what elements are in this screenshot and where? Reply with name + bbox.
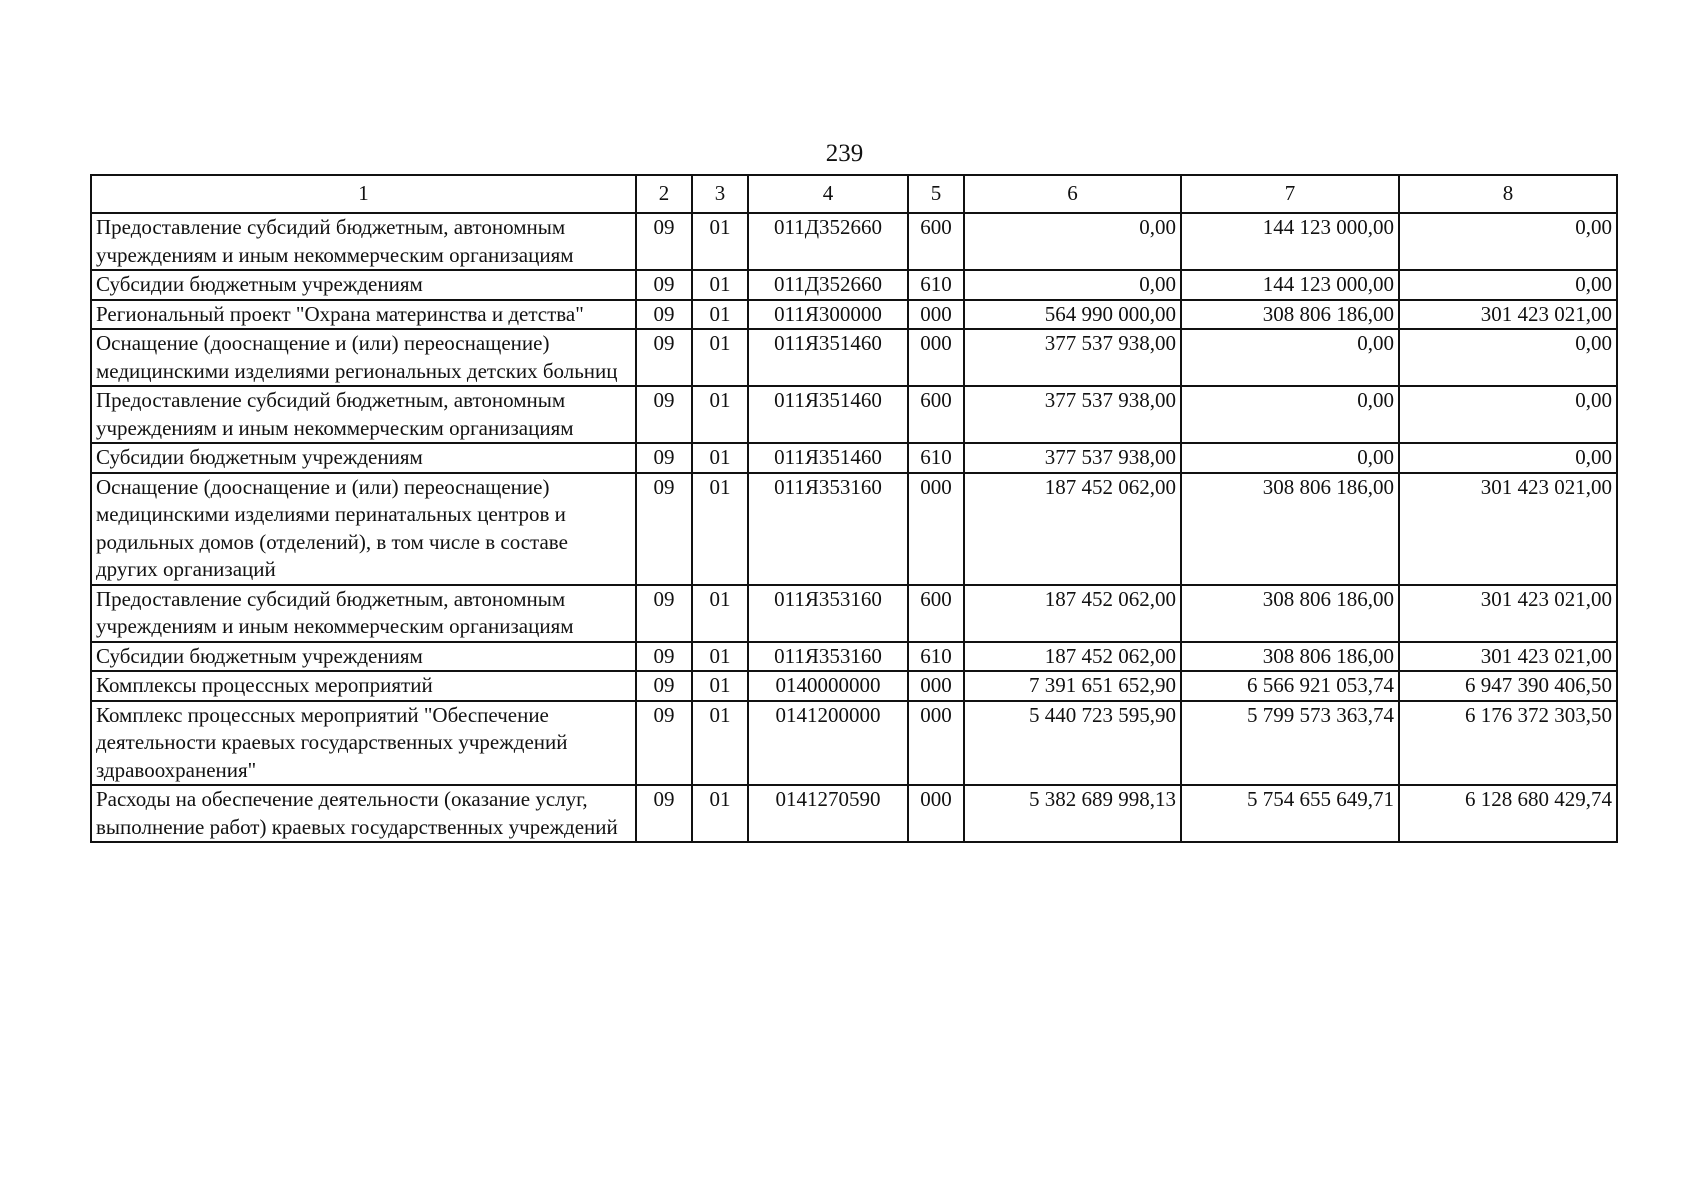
column-header: 3 bbox=[692, 175, 748, 213]
amount-col-6: 377 537 938,00 bbox=[964, 329, 1181, 386]
amount-col-7: 308 806 186,00 bbox=[1181, 585, 1399, 642]
expense-type-code: 000 bbox=[908, 785, 964, 842]
table-row bbox=[91, 585, 1617, 642]
row-name: Комплекс процессных мероприятий "Обеспечение деятельности краевых государственных учреждений здравоохранения" bbox=[91, 701, 636, 786]
row-name: Региональный проект "Охрана материнства и детства" bbox=[91, 300, 636, 330]
amount-col-7: 5 799 573 363,74 bbox=[1181, 701, 1399, 786]
amount-col-8: 6 176 372 303,50 bbox=[1399, 701, 1617, 786]
amount-col-8: 0,00 bbox=[1399, 329, 1617, 386]
amount-col-8: 301 423 021,00 bbox=[1399, 473, 1617, 585]
subsection-code: 01 bbox=[692, 443, 748, 473]
amount-col-8: 0,00 bbox=[1399, 386, 1617, 443]
section-code: 09 bbox=[636, 300, 692, 330]
expense-type-code: 000 bbox=[908, 300, 964, 330]
amount-col-8: 301 423 021,00 bbox=[1399, 642, 1617, 672]
expense-type-code: 610 bbox=[908, 443, 964, 473]
target-article-code: 011Я353160 bbox=[748, 585, 908, 642]
row-name: Оснащение (дооснащение и (или) переоснащение) медицинскими изделиями перинатальных центров и родильных домов (отделений), в том числе в составе других организаций bbox=[91, 473, 636, 585]
row-name: Расходы на обеспечение деятельности (оказание услуг, выполнение работ) краевых государственных учреждений bbox=[91, 785, 636, 842]
row-name: Комплексы процессных мероприятий bbox=[91, 671, 636, 701]
table-row bbox=[91, 386, 1617, 443]
column-header: 6 bbox=[964, 175, 1181, 213]
expense-type-code: 610 bbox=[908, 270, 964, 300]
amount-col-7: 144 123 000,00 bbox=[1181, 270, 1399, 300]
column-header: 5 bbox=[908, 175, 964, 213]
subsection-code: 01 bbox=[692, 270, 748, 300]
column-header: 2 bbox=[636, 175, 692, 213]
expense-type-code: 600 bbox=[908, 386, 964, 443]
amount-col-6: 377 537 938,00 bbox=[964, 443, 1181, 473]
amount-col-8: 0,00 bbox=[1399, 270, 1617, 300]
column-header: 7 bbox=[1181, 175, 1399, 213]
amount-col-7: 308 806 186,00 bbox=[1181, 473, 1399, 585]
target-article-code: 011Я353160 bbox=[748, 473, 908, 585]
table-row bbox=[91, 443, 1617, 473]
column-header: 1 bbox=[91, 175, 636, 213]
table-row bbox=[91, 213, 1617, 270]
expense-type-code: 000 bbox=[908, 473, 964, 585]
table-row bbox=[91, 701, 1617, 786]
row-name: Оснащение (дооснащение и (или) переоснащение) медицинскими изделиями региональных детских больниц bbox=[91, 329, 636, 386]
column-header: 8 bbox=[1399, 175, 1617, 213]
table-row bbox=[91, 270, 1617, 300]
amount-col-6: 7 391 651 652,90 bbox=[964, 671, 1181, 701]
section-code: 09 bbox=[636, 213, 692, 270]
amount-col-7: 144 123 000,00 bbox=[1181, 213, 1399, 270]
section-code: 09 bbox=[636, 701, 692, 786]
amount-col-8: 6 947 390 406,50 bbox=[1399, 671, 1617, 701]
amount-col-6: 5 382 689 998,13 bbox=[964, 785, 1181, 842]
amount-col-6: 5 440 723 595,90 bbox=[964, 701, 1181, 786]
amount-col-6: 187 452 062,00 bbox=[964, 642, 1181, 672]
target-article-code: 011Д352660 bbox=[748, 270, 908, 300]
subsection-code: 01 bbox=[692, 300, 748, 330]
section-code: 09 bbox=[636, 270, 692, 300]
subsection-code: 01 bbox=[692, 585, 748, 642]
table-row bbox=[91, 785, 1617, 842]
section-code: 09 bbox=[636, 585, 692, 642]
table-row bbox=[91, 300, 1617, 330]
section-code: 09 bbox=[636, 473, 692, 585]
section-code: 09 bbox=[636, 642, 692, 672]
expense-type-code: 000 bbox=[908, 701, 964, 786]
subsection-code: 01 bbox=[692, 785, 748, 842]
section-code: 09 bbox=[636, 443, 692, 473]
amount-col-8: 301 423 021,00 bbox=[1399, 300, 1617, 330]
subsection-code: 01 bbox=[692, 386, 748, 443]
amount-col-7: 6 566 921 053,74 bbox=[1181, 671, 1399, 701]
column-header: 4 bbox=[748, 175, 908, 213]
table-row bbox=[91, 671, 1617, 701]
amount-col-8: 6 128 680 429,74 bbox=[1399, 785, 1617, 842]
target-article-code: 011Я351460 bbox=[748, 443, 908, 473]
amount-col-6: 187 452 062,00 bbox=[964, 585, 1181, 642]
expense-type-code: 000 bbox=[908, 329, 964, 386]
amount-col-6: 0,00 bbox=[964, 270, 1181, 300]
page-number: 239 bbox=[825, 140, 864, 167]
subsection-code: 01 bbox=[692, 642, 748, 672]
amount-col-7: 308 806 186,00 bbox=[1181, 642, 1399, 672]
target-article-code: 011Я351460 bbox=[748, 386, 908, 443]
section-code: 09 bbox=[636, 386, 692, 443]
row-name: Субсидии бюджетным учреждениям bbox=[91, 270, 636, 300]
budget-table bbox=[90, 174, 1618, 843]
subsection-code: 01 bbox=[692, 329, 748, 386]
section-code: 09 bbox=[636, 785, 692, 842]
target-article-code: 011Я300000 bbox=[748, 300, 908, 330]
section-code: 09 bbox=[636, 671, 692, 701]
amount-col-7: 0,00 bbox=[1181, 329, 1399, 386]
row-name: Предоставление субсидий бюджетным, автономным учреждениям и иным некоммерческим организациям bbox=[91, 386, 636, 443]
amount-col-6: 0,00 bbox=[964, 213, 1181, 270]
amount-col-6: 187 452 062,00 bbox=[964, 473, 1181, 585]
table-row bbox=[91, 329, 1617, 386]
table-header-row bbox=[91, 175, 1617, 213]
amount-col-7: 308 806 186,00 bbox=[1181, 300, 1399, 330]
amount-col-6: 564 990 000,00 bbox=[964, 300, 1181, 330]
amount-col-8: 0,00 bbox=[1399, 443, 1617, 473]
amount-col-7: 0,00 bbox=[1181, 443, 1399, 473]
amount-col-7: 5 754 655 649,71 bbox=[1181, 785, 1399, 842]
table-row bbox=[91, 642, 1617, 672]
row-name: Субсидии бюджетным учреждениям bbox=[91, 443, 636, 473]
row-name: Предоставление субсидий бюджетным, автономным учреждениям и иным некоммерческим организациям bbox=[91, 213, 636, 270]
subsection-code: 01 bbox=[692, 473, 748, 585]
subsection-code: 01 bbox=[692, 671, 748, 701]
expense-type-code: 000 bbox=[908, 671, 964, 701]
subsection-code: 01 bbox=[692, 213, 748, 270]
amount-col-6: 377 537 938,00 bbox=[964, 386, 1181, 443]
row-name: Предоставление субсидий бюджетным, автономным учреждениям и иным некоммерческим организациям bbox=[91, 585, 636, 642]
expense-type-code: 610 bbox=[908, 642, 964, 672]
expense-type-code: 600 bbox=[908, 213, 964, 270]
target-article-code: 011Д352660 bbox=[748, 213, 908, 270]
target-article-code: 0141200000 bbox=[748, 701, 908, 786]
target-article-code: 011Я351460 bbox=[748, 329, 908, 386]
amount-col-8: 301 423 021,00 bbox=[1399, 585, 1617, 642]
amount-col-8: 0,00 bbox=[1399, 213, 1617, 270]
target-article-code: 0141270590 bbox=[748, 785, 908, 842]
amount-col-7: 0,00 bbox=[1181, 386, 1399, 443]
table-row bbox=[91, 473, 1617, 585]
row-name: Субсидии бюджетным учреждениям bbox=[91, 642, 636, 672]
expense-type-code: 600 bbox=[908, 585, 964, 642]
subsection-code: 01 bbox=[692, 701, 748, 786]
target-article-code: 0140000000 bbox=[748, 671, 908, 701]
target-article-code: 011Я353160 bbox=[748, 642, 908, 672]
section-code: 09 bbox=[636, 329, 692, 386]
